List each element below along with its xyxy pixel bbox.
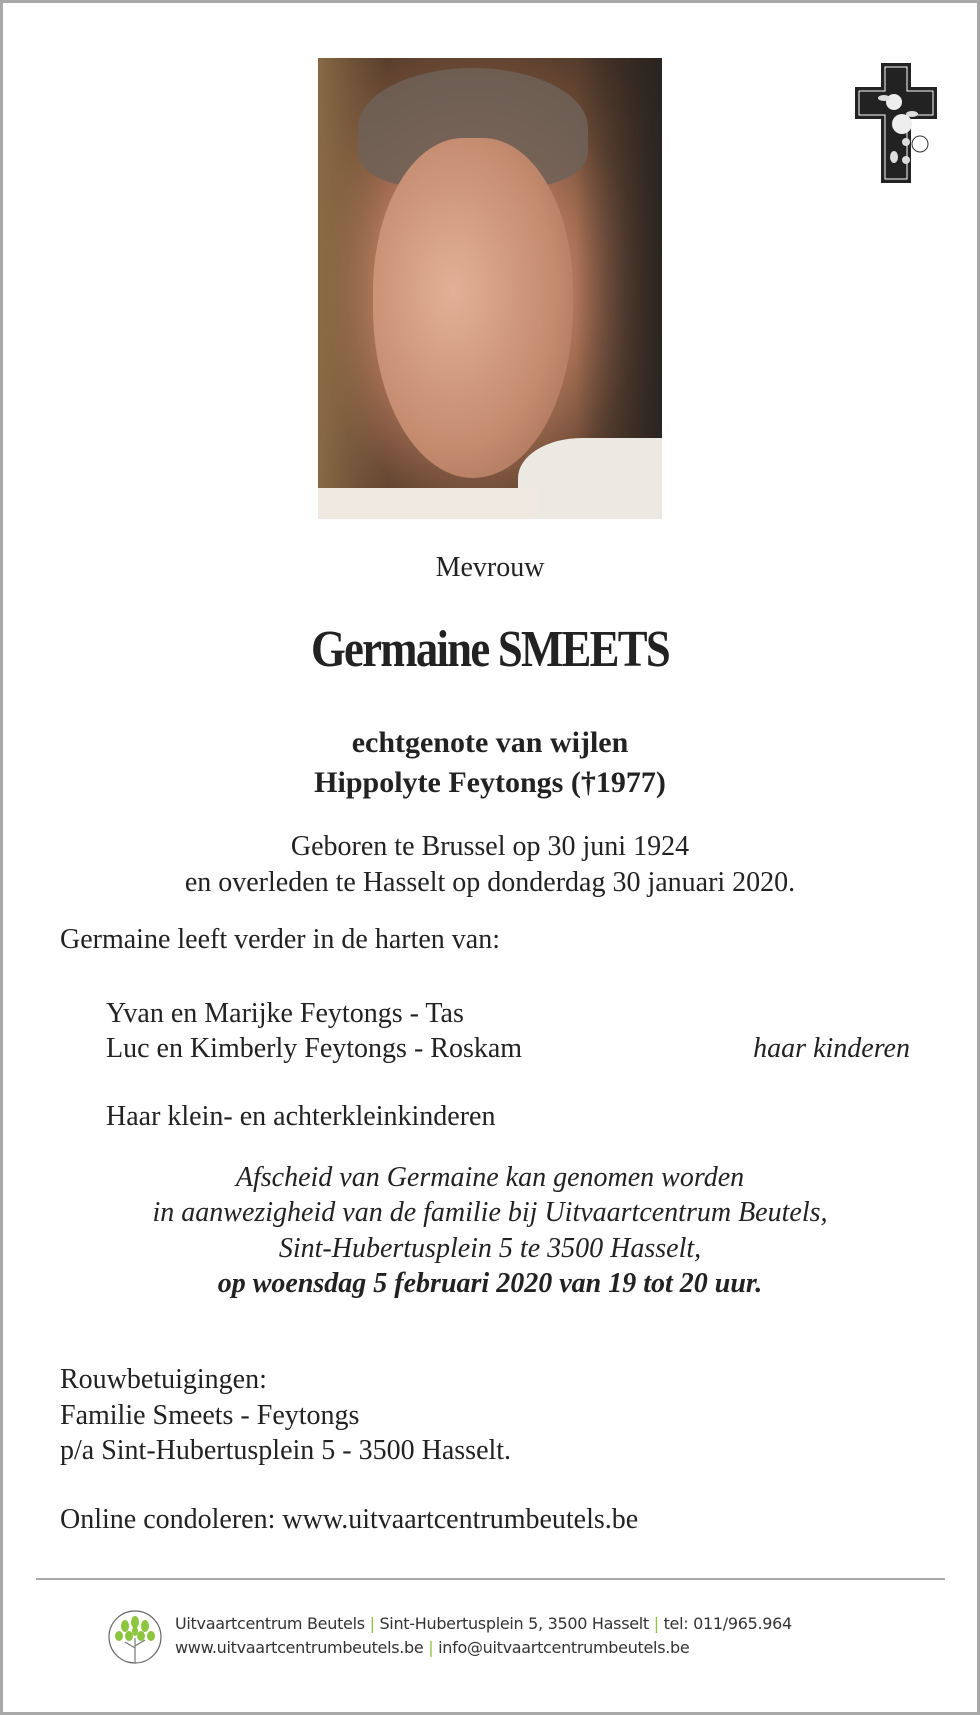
condolences-family: Familie Smeets - Feytongs — [60, 1400, 360, 1431]
survived-intro: Germaine leeft verder in de harten van: — [60, 924, 501, 955]
farewell-line-2: in aanwezigheid van de familie bij Uitvaartcentrum Beutels, — [152, 1197, 828, 1228]
footer-email[interactable]: info@uitvaartcentrumbeutels.be — [438, 1638, 690, 1657]
death-line: en overleden te Hasselt op donderdag 30 januari 2020. — [184, 867, 796, 898]
child-1: Yvan en Marijke Feytongs - Tas — [106, 998, 464, 1029]
separator: | — [369, 1614, 375, 1633]
grandchildren: Haar klein- en achterkleinkinderen — [106, 1101, 496, 1132]
separator: | — [428, 1638, 434, 1657]
condolences-label: Rouwbetuigingen: — [60, 1364, 267, 1395]
divider — [36, 1578, 945, 1580]
separator: | — [653, 1614, 659, 1633]
footer-address: Sint-Hubertusplein 5, 3500 Hasselt — [379, 1614, 649, 1633]
online-condolences: Online condoleren: www.uitvaartcentrumbeutels.be — [60, 1504, 639, 1535]
spouse-line-2: Hippolyte Feytongs (†1977) — [314, 766, 666, 799]
condolences-address: p/a Sint-Hubertusplein 5 - 3500 Hasselt. — [60, 1435, 512, 1466]
child-2: Luc en Kimberly Feytongs - Roskam — [106, 1033, 523, 1064]
tree-logo-icon — [107, 1608, 163, 1666]
footer-phone: tel: 011/965.964 — [663, 1614, 792, 1633]
farewell-line-4: op woensdag 5 februari 2020 van 19 tot 20 uur. — [217, 1268, 763, 1299]
deceased-name: Germaine SMEETS — [310, 621, 670, 678]
footer-line-1 — [175, 1614, 792, 1633]
birth-line: Geboren te Brussel op 30 juni 1924 — [290, 831, 690, 862]
portrait-photo — [318, 58, 662, 519]
farewell-line-3: Sint-Hubertusplein 5 te 3500 Hasselt, — [278, 1233, 702, 1264]
footer-website[interactable]: www.uitvaartcentrumbeutels.be — [175, 1638, 424, 1657]
footer-company: Uitvaartcentrum Beutels — [175, 1614, 365, 1633]
footer-line-2 — [175, 1638, 689, 1657]
children-label: haar kinderen — [753, 1033, 910, 1064]
farewell-line-1: Afscheid van Germaine kan genomen worden — [235, 1162, 745, 1193]
honorific: Mevrouw — [435, 552, 545, 583]
spouse-line-1: echtgenote van wijlen — [351, 726, 629, 759]
cross-with-roses-icon — [854, 62, 938, 184]
